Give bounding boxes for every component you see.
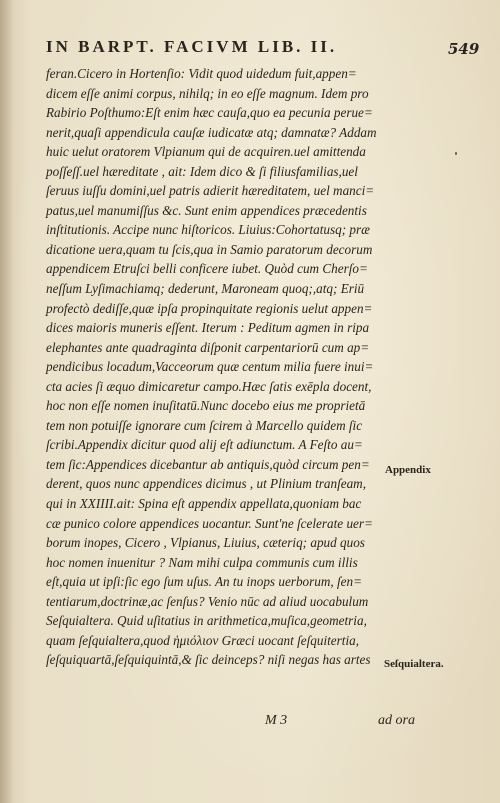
text-line: tentiarum,doctrinæ,ac ſenſus? Venio nūc ad aliud uocabulum xyxy=(46,593,369,609)
text-line: eſt,quia ut ipſi:ſic ego ſum uſus. An tu inops uerborum, ſen= xyxy=(46,574,362,590)
text-line: huic uelut oratorem Vlpianum qui de acquiren.uel amittenda xyxy=(46,144,366,160)
text-line: dicatione uera,quam tu ſcis,qua in Samio paratorum decorum xyxy=(46,241,373,257)
text-line: patus,uel manumiſſus &c. Sunt enim appendices præcedentis xyxy=(46,202,367,218)
text-line: nerit,quaſi appendicula cauſæ iudicatæ atq; damnatæ? Addam xyxy=(46,124,377,140)
running-head: IN BARPT. FACIVM LIB. II. xyxy=(46,37,338,56)
text-line: hoc nomen inuenitur ? Nam mihi culpa communis cum illis xyxy=(46,554,358,570)
text-line: appendicem Etruſci belli conficere iubet. Quòd cum Cherſo= xyxy=(46,261,368,277)
margin-note-sesquialtera: Seſquialtera. xyxy=(384,658,444,670)
text-line: ſcribi.Appendix dicitur quod alij eſt adiunctum. A Feſto au= xyxy=(46,437,363,453)
text-line: dices maioris muneris eſſent. Iterum : Peditum agmen in ripa xyxy=(46,320,370,336)
margin-note-appendix: Appendix xyxy=(385,464,431,476)
text-line: derent, quos nunc appendices dicimus , ut Plinium tranſeam, xyxy=(46,476,366,492)
text-line: quam ſeſquialtera,quod ἡμιόλιον Græci uocant ſeſquitertia, xyxy=(46,632,359,648)
catchword: ad ora xyxy=(378,713,415,728)
text-line: feran.Cicero in Hortenſio: Vidit quod uidedum fuit,appen= xyxy=(46,66,357,81)
text-line: ſeruus iuſſu domini,uel patris adierit hæreditatem, uel manci= xyxy=(46,183,375,199)
text-line: profectò dediſſe,quæ ipſa propinquitate regionis uelut appen= xyxy=(46,300,373,316)
text-line: elephantes ante quadraginta diſponit carpentariorū cum ap= xyxy=(46,339,370,355)
ink-speck xyxy=(455,152,457,155)
signature-mark: M 3 xyxy=(265,713,288,728)
text-line: tem non potuiſſe ignorare cum ſcirem à Marcello quidem ſic xyxy=(46,417,363,433)
text-line: dicem eſſe animi corpus, nihilq; in eo eſſe magnum. Idem pro xyxy=(46,85,369,101)
text-line: inſtitutionis. Accipe nunc hiſtoricos. Liuius:Cohortatusq; præ xyxy=(46,222,370,238)
page-number: 549 xyxy=(448,40,480,58)
text-line: cæ punico colore appendices uocantur. Sunt'ne ſcelerate uer= xyxy=(46,515,373,531)
text-line: Rabirio Poſthumo:Eſt enim hæc cauſa,quo ea pecunia perue= xyxy=(46,105,373,121)
text-line: Seſquialtera. Quid uſitatius in arithmetica,muſica,geometria, xyxy=(46,613,367,629)
text-line: neſſum Lyſimachiamq; dederunt, Maroneam quoq;,atq; Eriū xyxy=(46,281,365,297)
text-line: pendicibus locadum,Vacceorum quæ centum milia fuere inui= xyxy=(46,359,374,375)
text-line: ſeſquiquartā,ſeſquiquintā,& ſic deinceps? niſi negas has artes xyxy=(46,652,371,668)
text-line: borum inopes, Cicero , Vlpianus, Liuius, cæteriq; apud quos xyxy=(46,535,365,551)
text-line: poſſeſſ.uel hæreditate , ait: Idem dico & ſi filiusfamilias,uel xyxy=(46,163,358,179)
text-line: cta acies ſi æquo dimicaretur campo.Hæc ſatis exēpla docent, xyxy=(46,378,372,394)
text-line: tem ſic:Appendices dicebantur ab antiquis,quòd circum pen= xyxy=(46,456,370,472)
gutter-shadow xyxy=(0,0,14,803)
text-line: qui in XXIIII.ait: Spina eſt appendix appellata,quoniam bac xyxy=(46,496,362,512)
body-text xyxy=(46,64,416,670)
text-line: hoc non eſſe nomen inuſitatū.Nunc docebo eius me proprietā xyxy=(46,398,366,414)
